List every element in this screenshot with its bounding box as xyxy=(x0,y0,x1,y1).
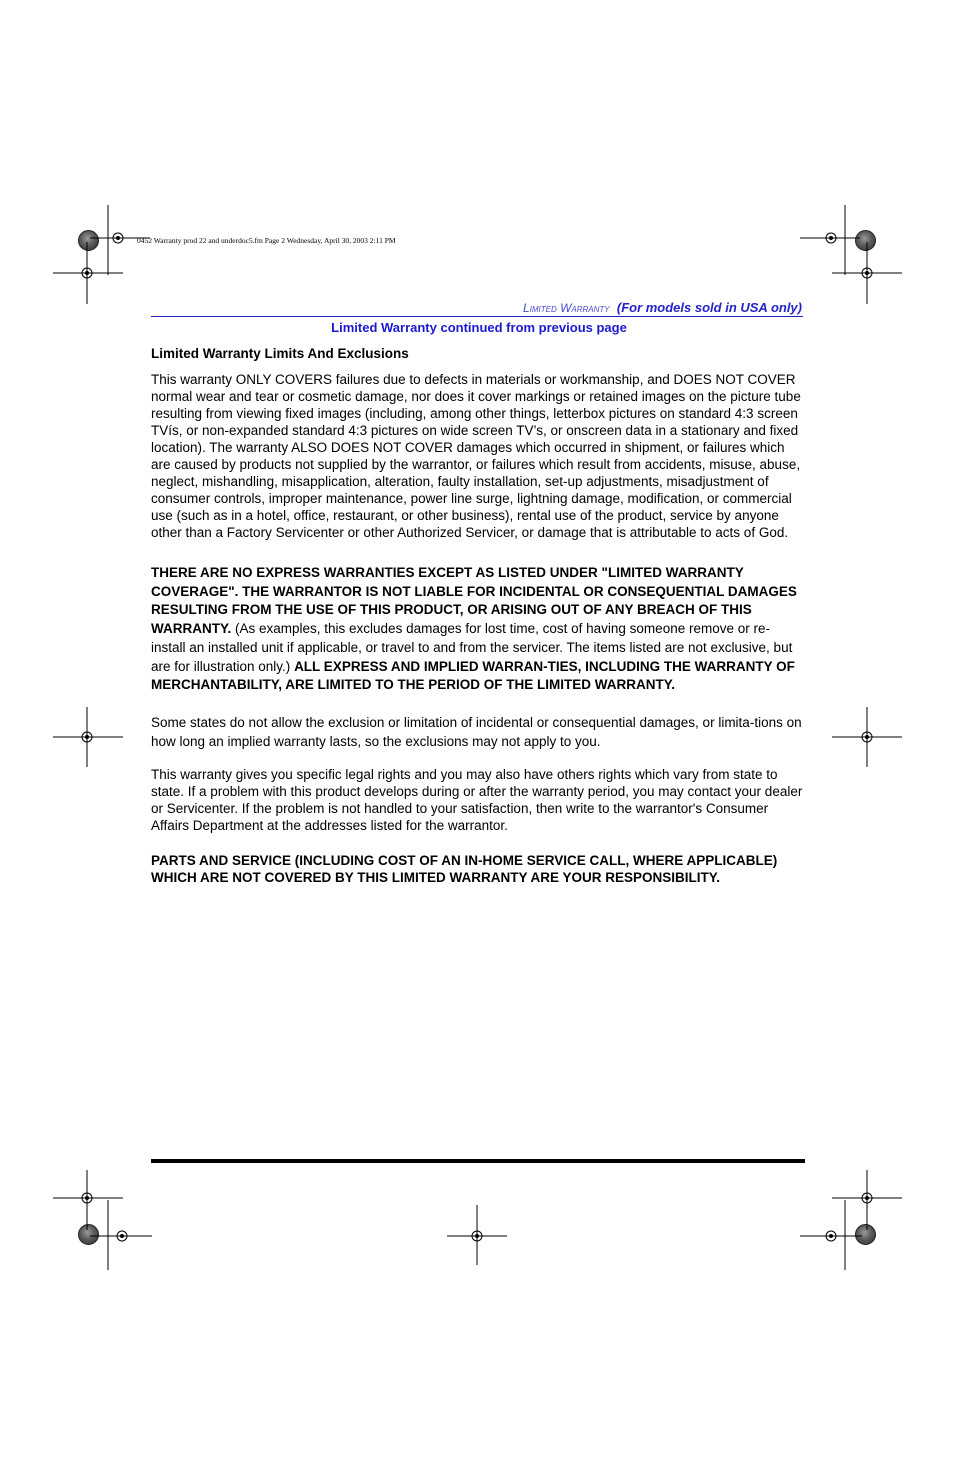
header-rule xyxy=(151,316,803,317)
paragraph-no-express-warranties xyxy=(151,564,803,695)
disclaimer-bold-text: THERE ARE NO EXPRESS WARRANTIES EXCEPT AS LISTED UNDER "LIMITED WARRANTY COVERAGE". THE WARRANTOR IS NOT LIABLE FOR INCIDENTAL OR CONSEQUENTIAL DAMAGES RESULTING FROM THE USE OF THIS PRODUCT, OR ARISING OUT OF ANY BREACH OF THIS WARRANTY. xyxy=(151,565,797,637)
running-head-section: Limited Warranty xyxy=(522,301,610,315)
crop-mark-icon xyxy=(832,242,902,304)
crop-mark-icon xyxy=(832,707,902,767)
implied-warranty-bold-text: ALL EXPRESS AND IMPLIED WARRAN-TIES, INCLUDING THE WARRANTY OF MERCHANTABILITY, ARE LIMITED TO THE PERIOD OF THE LIMITED WARRANTY. xyxy=(151,658,795,693)
crop-mark-icon xyxy=(53,707,123,767)
continued-banner: Limited Warranty continued from previous page xyxy=(331,320,627,335)
running-head xyxy=(523,300,802,315)
paragraph-state-exclusions: Some states do not allow the exclusion or limitation of incidental or consequential damages, or limita-tions on how long an implied warranty lasts, so the exclusions may not apply to you. xyxy=(151,714,802,749)
footer-rule xyxy=(151,1159,805,1163)
paragraph-parts-and-service: PARTS AND SERVICE (INCLUDING COST OF AN IN-HOME SERVICE CALL, WHERE APPLICABLE) WHICH ARE NOT COVERED BY THIS LIMITED WARRANTY ARE YOUR RESPONSIBILITY. xyxy=(151,853,778,886)
paragraph-coverage-exclusions: This warranty ONLY COVERS failures due to defects in materials or workmanship, and DOES NOT COVER normal wear and tear or cosmetic damage, nor does it cover markings or retained images on the picture tube resulting from viewing fixed images (including, among other things, letterbox pictures on standard 4:3 screen TVís, or non-expanded standard 4:3 pictures on wide screen TV’s, or onscreen data in a stationary and fixed location). The warranty ALSO DOES NOT COVER damages which occurred in shipment, or failures which are caused by products not supplied by the warrantor, or failures which result from accidents, misuse, abuse, neglect, mishandling, misapplication, alteration, faulty installation, set-up adjustments, misadjustment of consumer controls, improper maintenance, power line surge, lightning damage, modification, or commercial use (such as in a hotel, office, restaurant, or other business), rental use of the product, service by anyone other than a Factory Servicenter or other Authorized Servicer, or damage that is attributable to acts of God. xyxy=(151,372,801,540)
crop-mark-icon xyxy=(800,1200,862,1270)
disclaimer-examples-text: (As examples, this excludes damages for lost time, cost of having someone remove or re-install an installed unit if applicable, or travel to and from the servicer. The items listed are not exclusive, but are for illustration only.) xyxy=(151,621,793,674)
crop-mark-icon xyxy=(447,1205,507,1265)
body-content xyxy=(151,345,803,886)
running-head-qualifier: (For models sold in USA only) xyxy=(616,300,802,315)
crop-mark-icon xyxy=(90,1200,152,1270)
paragraph-legal-rights: This warranty gives you specific legal rights and you may also have others rights which vary from state to state. If a problem with this product develops during or after the warranty period, you may contact your dealer or Servicenter. If the problem is not handled to your satisfaction, then write to the warrantor's Consumer Affairs Department at the addresses listed for the warrantor. xyxy=(151,767,803,834)
section-heading: Limited Warranty Limits And Exclusions xyxy=(151,346,409,361)
crop-mark-icon xyxy=(53,242,123,304)
file-slug: 0452 Warranty prod 22 and underdoc5.fm Page 2 Wednesday, April 30, 2003 2:11 PM xyxy=(137,236,396,245)
